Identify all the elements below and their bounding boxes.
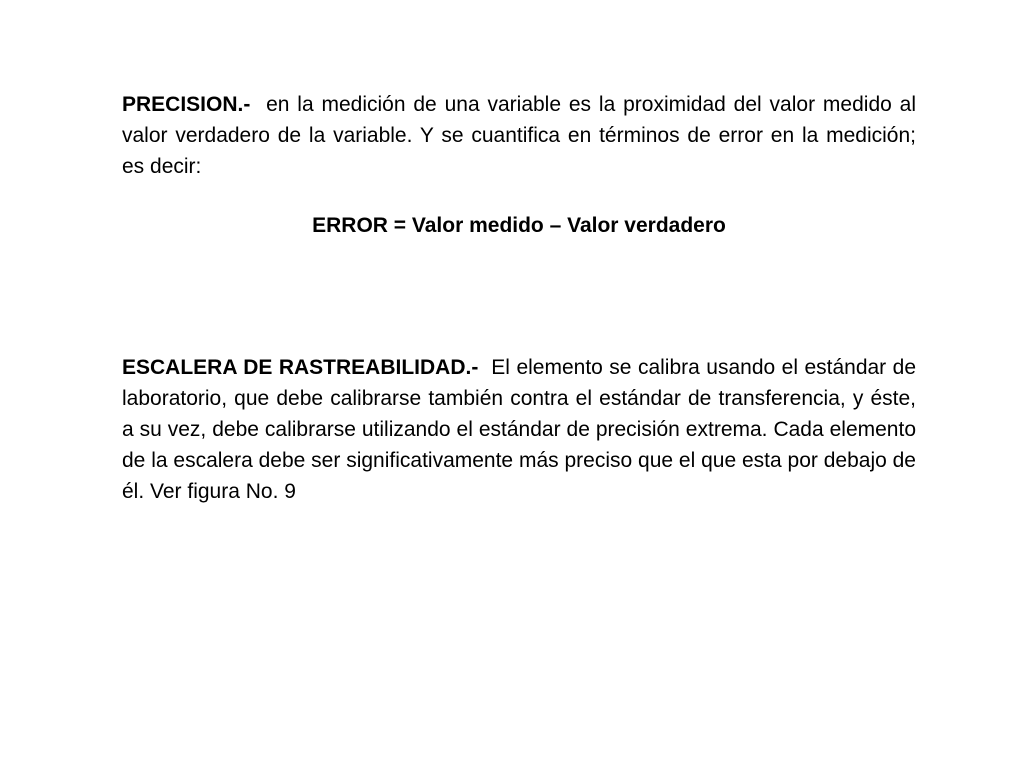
traceability-definition: El elemento se calibra usando el estándar de laboratorio, que debe calibrarse también contra el estándar de transferencia, y éste, a su vez, debe calibrarse utilizando el estándar de precisión extrema. Cada elemento de la escalera debe ser significativamente más preciso que el que esta por debajo de él. Ver figura No. 9: [122, 356, 917, 503]
traceability-paragraph: [122, 352, 916, 507]
traceability-term: ESCALERA DE RASTREABILIDAD.-: [122, 356, 479, 379]
error-formula: ERROR = Valor medido – Valor verdadero: [312, 214, 726, 237]
precision-paragraph: [122, 89, 916, 182]
precision-definition: en la medición de una variable es la proximidad del valor medido al valor verdadero de la variable. Y se cuantifica en términos de error en la medición; es decir:: [122, 93, 916, 178]
precision-term: PRECISION.-: [122, 93, 251, 116]
